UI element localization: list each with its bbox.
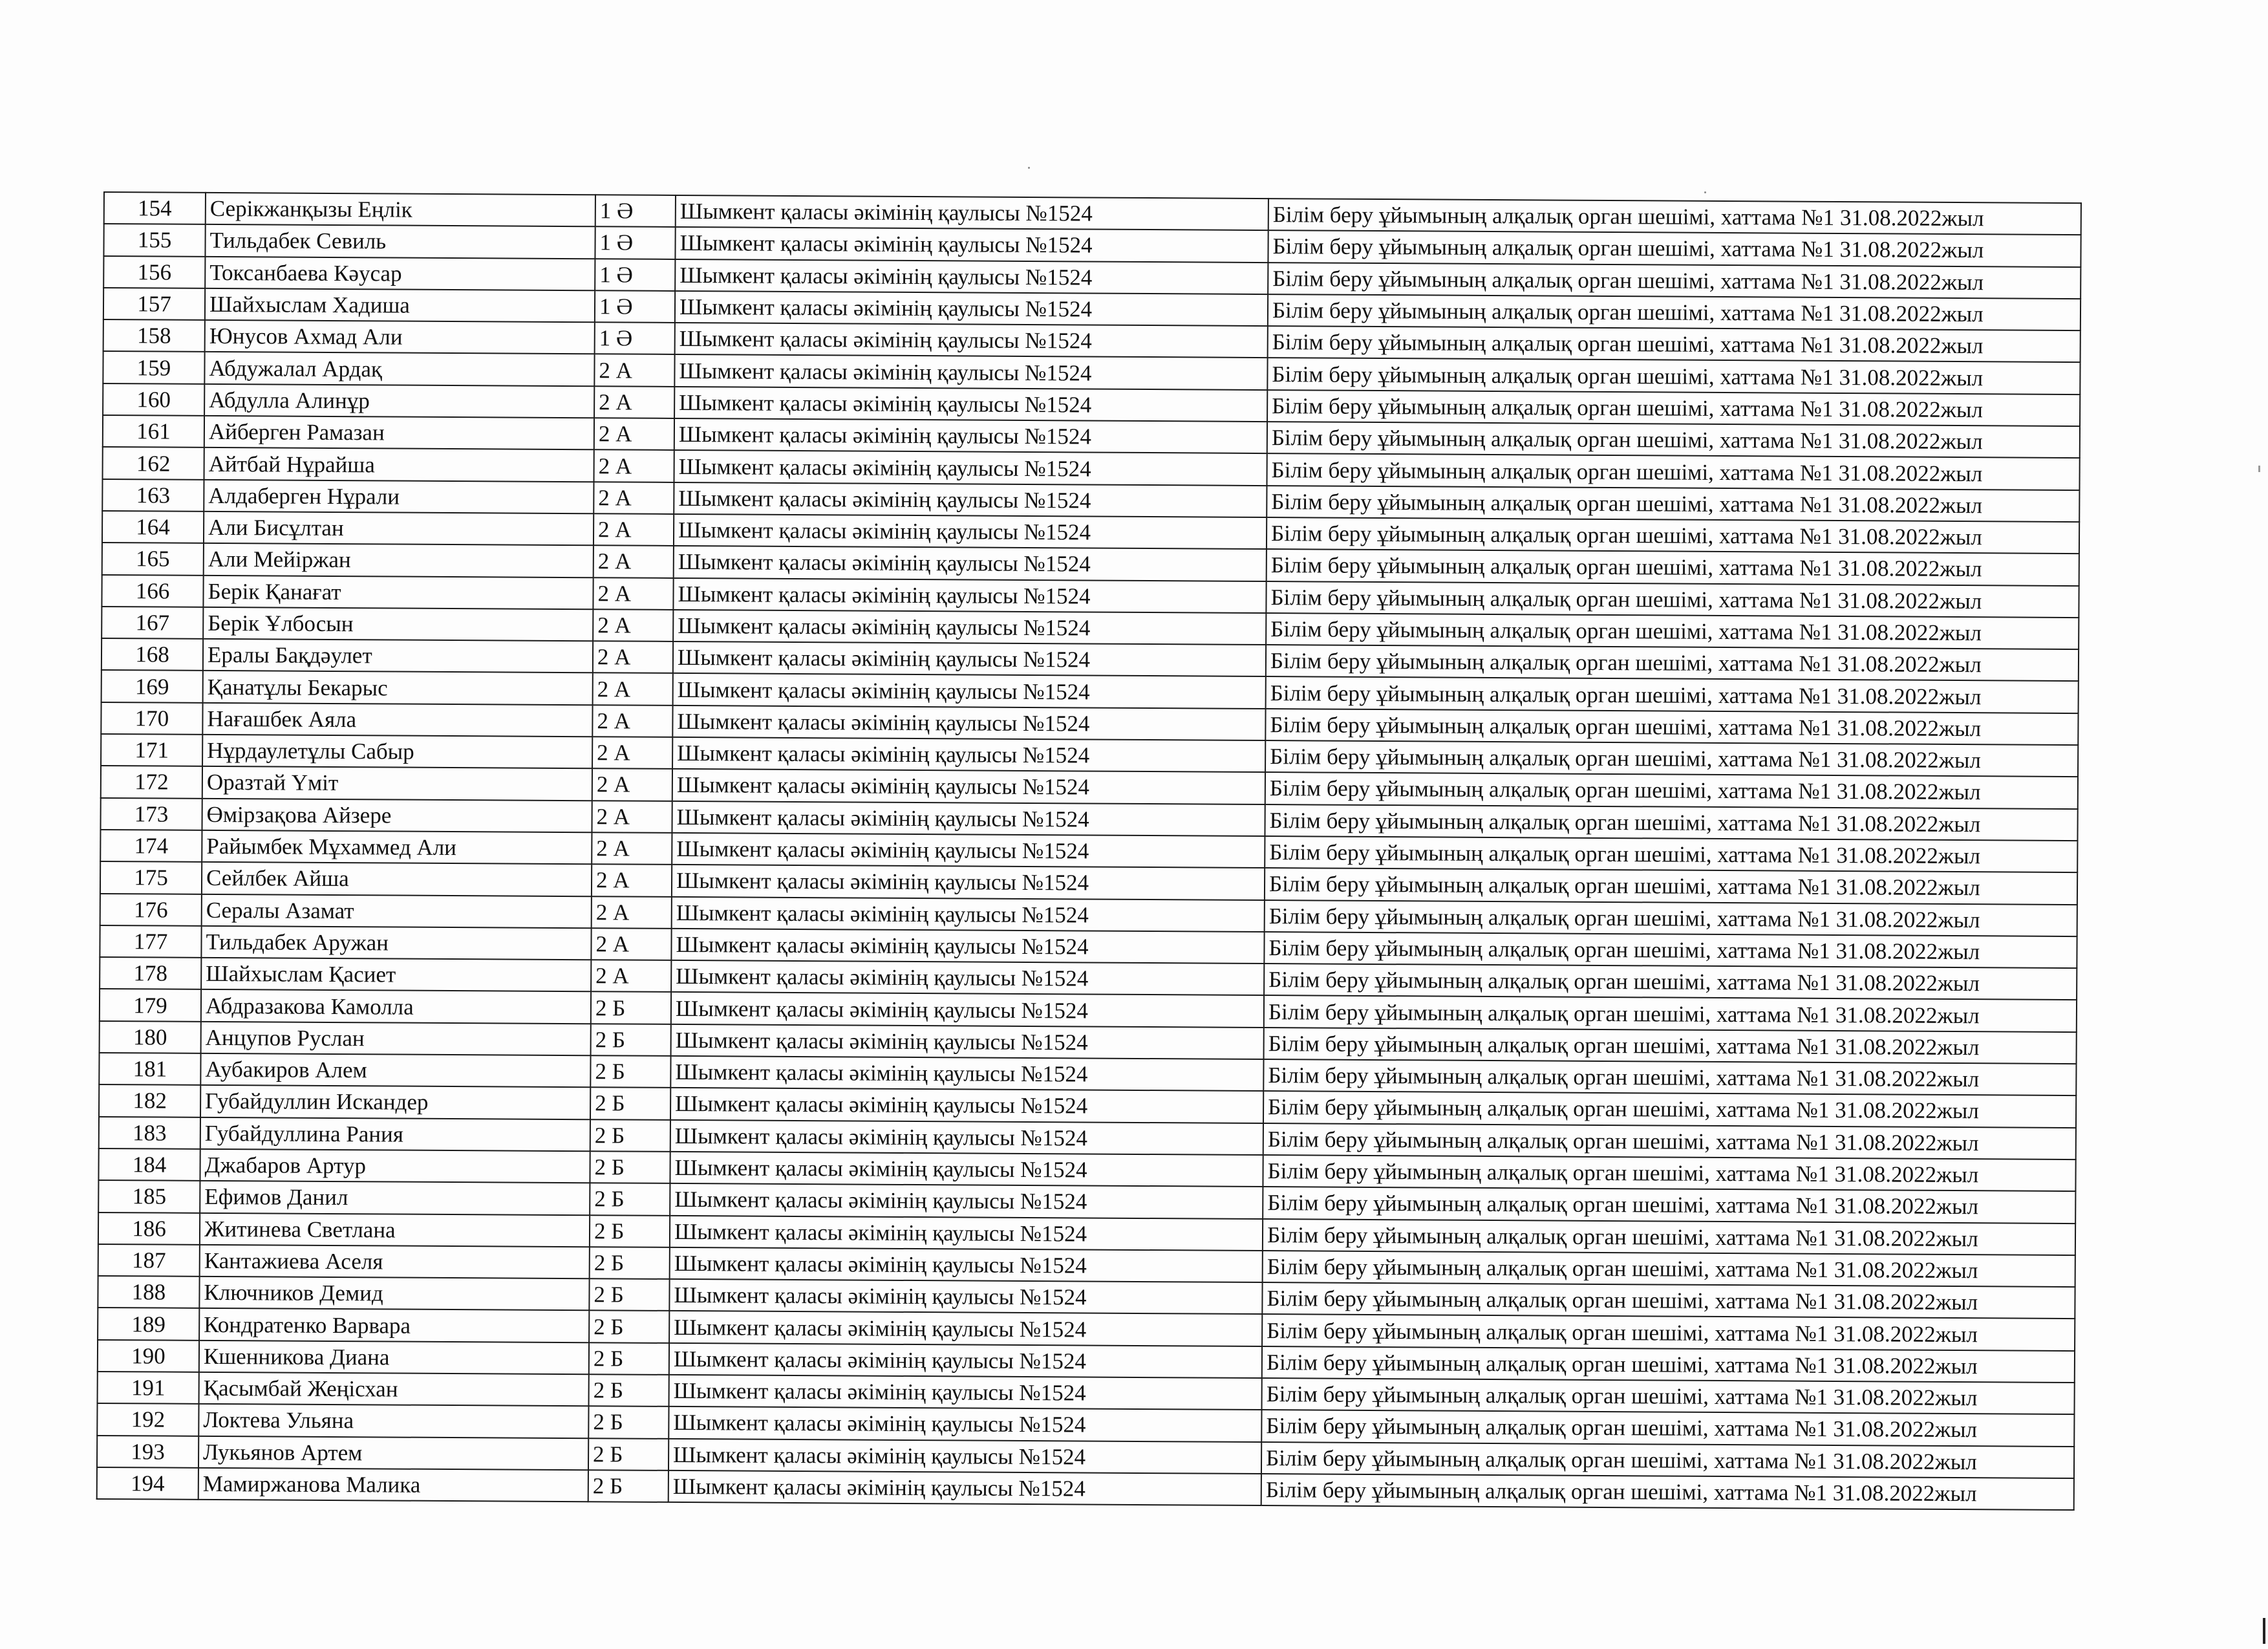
decision-cell: Білім беру ұйымының алқалық орган шешімі, хаттама №1 31.08.2022жыл (1263, 1155, 2075, 1191)
student-name-cell: Оразтай Үміт (202, 766, 592, 801)
class-cell: 2 А (592, 705, 672, 737)
decision-cell: Білім беру ұйымының алқалық орган шешімі, хаттама №1 31.08.2022жыл (1263, 1219, 2075, 1255)
class-cell: 2 А (592, 896, 672, 929)
decision-cell: Білім беру ұйымының алқалық орган шешімі, хаттама №1 31.08.2022жыл (1262, 1282, 2075, 1319)
row-number-cell: 170 (101, 702, 202, 735)
decree-cell: Шымкент қаласы әкімінің қаулысы №1524 (669, 1406, 1261, 1441)
student-name-cell: Абдулла Алинұр (204, 384, 594, 418)
class-cell: 2 А (594, 546, 674, 578)
decision-cell: Білім беру ұйымының алқалық орган шешімі, хаттама №1 31.08.2022жыл (1265, 709, 2078, 745)
decree-cell: Шымкент қаласы әкімінің қаулысы №1524 (674, 546, 1267, 581)
decree-cell: Шымкент қаласы әкімінің қаулысы №1524 (672, 737, 1265, 772)
decree-cell: Шымкент қаласы әкімінің қаулысы №1524 (669, 1375, 1262, 1410)
row-number-cell: 172 (101, 766, 202, 798)
class-cell: 2 А (592, 832, 672, 865)
decision-cell: Білім беру ұйымының алқалық орган шешімі, хаттама №1 31.08.2022жыл (1266, 645, 2079, 681)
decree-cell: Шымкент қаласы әкімінің қаулысы №1524 (674, 514, 1267, 549)
student-name-cell: Кантажиева Аселя (200, 1245, 590, 1279)
student-name-cell: Локтева Ульяна (198, 1404, 588, 1438)
decree-cell: Шымкент қаласы әкімінің қаулысы №1524 (675, 291, 1268, 326)
class-cell: 2 Б (590, 1119, 670, 1152)
decree-cell: Шымкент қаласы әкімінің қаулысы №1524 (670, 1215, 1263, 1250)
decision-cell: Білім беру ұйымының алқалық орган шешімі, хаттама №1 31.08.2022жыл (1267, 517, 2079, 554)
decree-cell: Шымкент қаласы әкімінің қаулысы №1524 (671, 929, 1264, 964)
decision-cell: Білім беру ұйымының алқалық орган шешімі, хаттама №1 31.08.2022жыл (1267, 453, 2079, 490)
decree-cell: Шымкент қаласы әкімінің қаулысы №1524 (672, 801, 1265, 836)
row-number-cell: 194 (97, 1467, 198, 1500)
student-name-cell: Айтбай Нұрайша (204, 447, 594, 482)
decree-cell: Шымкент қаласы әкімінің қаулысы №1524 (672, 706, 1265, 740)
decree-cell: Шымкент қаласы әкімінің қаулысы №1524 (674, 354, 1267, 389)
decision-cell: Білім беру ұйымының алқалық орган шешімі, хаттама №1 31.08.2022жыл (1265, 740, 2078, 777)
student-name-cell: Анцупов Руслан (201, 1022, 591, 1056)
decision-cell: Білім беру ұйымының алқалық орган шешімі, хаттама №1 31.08.2022жыл (1266, 581, 2079, 618)
student-name-cell: Алдаберген Нұрали (204, 480, 594, 514)
decree-cell: Шымкент қаласы әкімінің қаулысы №1524 (670, 1088, 1263, 1123)
row-number-cell: 171 (101, 734, 202, 766)
decree-cell: Шымкент қаласы әкімінің қаулысы №1524 (674, 387, 1267, 422)
scan-edge-mark (2263, 1618, 2265, 1644)
student-name-cell: Кшенникова Диана (199, 1341, 589, 1375)
decision-cell: Білім беру ұйымының алқалық орган шешімі, хаттама №1 31.08.2022жыл (1266, 613, 2079, 649)
decision-cell: Білім беру ұйымының алқалық орган шешімі, хаттама №1 31.08.2022жыл (1263, 1059, 2076, 1095)
row-number-cell: 154 (104, 192, 206, 224)
decree-cell: Шымкент қаласы әкімінің қаулысы №1524 (674, 418, 1267, 453)
student-name-cell: Али Бисұлтан (204, 512, 594, 546)
decision-cell: Білім беру ұйымының алқалық орган шешімі, хаттама №1 31.08.2022жыл (1267, 422, 2080, 458)
row-number-cell: 192 (97, 1403, 198, 1436)
row-number-cell: 188 (98, 1276, 199, 1308)
decision-cell: Білім беру ұйымының алқалық орган шешімі, хаттама №1 31.08.2022жыл (1266, 677, 2079, 713)
row-number-cell: 167 (102, 607, 203, 639)
decree-cell: Шымкент қаласы әкімінің қаулысы №1524 (669, 1279, 1262, 1314)
class-cell: 2 А (593, 577, 673, 610)
decision-cell: Білім беру ұйымының алқалық орган шешімі, хаттама №1 31.08.2022жыл (1263, 1123, 2076, 1159)
class-cell: 1 Ә (595, 259, 675, 291)
row-number-cell: 163 (102, 479, 204, 512)
student-name-cell: Мамиржанова Малика (198, 1468, 588, 1502)
decision-cell: Білім беру ұйымының алқалық орган шешімі, хаттама №1 31.08.2022жыл (1261, 1410, 2074, 1446)
decree-cell: Шымкент қаласы әкімінің қаулысы №1524 (670, 1183, 1263, 1218)
student-name-cell: Ефимов Данил (200, 1181, 590, 1215)
row-number-cell: 159 (103, 351, 204, 383)
class-cell: 2 Б (588, 1438, 669, 1471)
decision-cell: Білім беру ұйымының алқалық орган шешімі, хаттама №1 31.08.2022жыл (1267, 390, 2080, 426)
decision-cell: Білім беру ұйымының алқалық орган шешімі, хаттама №1 31.08.2022жыл (1268, 294, 2081, 330)
class-cell: 2 А (592, 769, 672, 801)
student-name-cell: Нағашбек Аяла (202, 703, 592, 737)
row-number-cell: 187 (98, 1244, 200, 1277)
student-name-cell: Сералы Азамат (202, 894, 592, 928)
scan-speck (1704, 191, 1706, 193)
class-cell: 2 А (591, 928, 671, 960)
decision-cell: Білім беру ұйымының алқалық орган шешімі, хаттама №1 31.08.2022жыл (1263, 1091, 2076, 1127)
class-cell: 2 Б (588, 1470, 669, 1502)
class-cell: 2 Б (590, 1183, 670, 1215)
class-cell: 2 А (594, 450, 674, 482)
row-number-cell: 186 (98, 1212, 200, 1244)
student-name-cell: Берік Ұлбосын (203, 607, 593, 641)
decree-cell: Шымкент қаласы әкімінің қаулысы №1524 (670, 1120, 1263, 1155)
decision-cell: Білім беру ұйымының алқалық орган шешімі, хаттама №1 31.08.2022жыл (1268, 199, 2081, 235)
student-name-cell: Али Мейіржан (204, 543, 594, 577)
class-cell: 1 Ә (595, 322, 675, 354)
student-name-cell: Шайхыслам Хадиша (205, 288, 595, 323)
decision-cell: Білім беру ұйымының алқалық орган шешімі, хаттама №1 31.08.2022жыл (1264, 964, 2077, 1000)
decree-cell: Шымкент қаласы әкімінің қаулысы №1524 (671, 1024, 1264, 1059)
row-number-cell: 182 (99, 1084, 200, 1117)
class-cell: 2 Б (591, 1024, 671, 1056)
decision-cell: Білім беру ұйымының алқалық орган шешімі, хаттама №1 31.08.2022жыл (1267, 358, 2080, 394)
student-name-cell: Тильдабек Аружан (201, 926, 591, 960)
roster-table-wrap (96, 191, 2082, 1511)
decision-cell: Білім беру ұйымының алқалық орган шешімі, хаттама №1 31.08.2022жыл (1265, 868, 2077, 904)
row-number-cell: 191 (98, 1372, 199, 1404)
decree-cell: Шымкент қаласы әкімінің қаулысы №1524 (674, 450, 1267, 485)
decree-cell: Шымкент қаласы әкімінің қаулысы №1524 (675, 227, 1268, 262)
student-name-cell: Тильдабек Севиль (205, 224, 595, 259)
student-name-cell: Ералы Бақдәулет (203, 639, 593, 673)
row-number-cell: 177 (100, 925, 201, 958)
decree-cell: Шымкент қаласы әкімінің қаулысы №1524 (672, 769, 1265, 804)
row-number-cell: 156 (103, 256, 205, 288)
decision-cell: Білім беру ұйымының алқалық орган шешімі, хаттама №1 31.08.2022жыл (1262, 1346, 2075, 1383)
class-cell: 2 А (594, 418, 674, 450)
scan-edge-mark (2258, 466, 2260, 472)
student-name-cell: Ключников Демид (199, 1277, 589, 1311)
student-name-cell: Нұрдаулетұлы Сабыр (202, 735, 592, 769)
scan-speck (1028, 167, 1030, 169)
row-number-cell: 168 (102, 638, 203, 671)
student-name-cell: Қасымбай Жеңісхан (199, 1372, 589, 1406)
decree-cell: Шымкент қаласы әкімінің қаулысы №1524 (673, 610, 1266, 645)
decree-cell: Шымкент қаласы әкімінің қаулысы №1524 (673, 641, 1266, 676)
student-name-cell: Токсанбаева Кәусар (205, 256, 595, 290)
student-name-cell: Губайдуллина Рания (200, 1117, 590, 1151)
class-cell: 2 Б (588, 1406, 669, 1439)
class-cell: 2 Б (589, 1311, 669, 1343)
decision-cell: Білім беру ұйымының алқалық орган шешімі, хаттама №1 31.08.2022жыл (1262, 1314, 2075, 1350)
decree-cell: Шымкент қаласы әкімінің қаулысы №1524 (670, 1152, 1263, 1187)
roster-table-body (97, 192, 2081, 1510)
decree-cell: Шымкент қаласы әкімінің қаулысы №1524 (672, 865, 1265, 900)
row-number-cell: 183 (99, 1117, 200, 1149)
row-number-cell: 193 (97, 1436, 198, 1468)
decision-cell: Білім беру ұйымының алқалық орган шешімі, хаттама №1 31.08.2022жыл (1263, 1251, 2075, 1287)
decision-cell: Білім беру ұйымының алқалық орган шешімі, хаттама №1 31.08.2022жыл (1267, 486, 2079, 522)
decision-cell: Білім беру ұйымының алқалық орган шешімі, хаттама №1 31.08.2022жыл (1268, 263, 2081, 299)
row-number-cell: 185 (98, 1180, 200, 1212)
decree-cell: Шымкент қаласы әкімінің қаулысы №1524 (669, 1471, 1261, 1505)
class-cell: 2 Б (589, 1278, 669, 1311)
row-number-cell: 190 (98, 1340, 199, 1372)
decision-cell: Білім беру ұйымының алқалық орган шешімі, хаттама №1 31.08.2022жыл (1268, 230, 2081, 266)
row-number-cell: 179 (100, 989, 201, 1021)
student-name-cell: Абдужалал Ардақ (204, 352, 594, 386)
student-name-cell: Қанатұлы Бекарыс (203, 671, 593, 705)
decree-cell: Шымкент қаласы әкімінің қаулысы №1524 (675, 259, 1268, 294)
decree-cell: Шымкент қаласы әкімінің қаулысы №1524 (672, 896, 1265, 931)
class-cell: 2 Б (590, 1151, 670, 1183)
row-number-cell: 155 (103, 224, 205, 256)
row-number-cell: 184 (98, 1148, 200, 1181)
class-cell: 2 А (594, 482, 674, 514)
class-cell: 2 Б (589, 1342, 669, 1375)
class-cell: 2 А (592, 801, 672, 833)
class-cell: 2 Б (589, 1374, 669, 1406)
row-number-cell: 165 (102, 543, 204, 575)
student-name-cell: Өмірзақова Айзере (202, 799, 592, 833)
decree-cell: Шымкент қаласы әкімінің қаулысы №1524 (670, 1056, 1263, 1091)
decision-cell: Білім беру ұйымының алқалық орган шешімі, хаттама №1 31.08.2022жыл (1267, 549, 2079, 585)
class-cell: 2 Б (591, 992, 671, 1024)
decision-cell: Білім беру ұйымының алқалық орган шешімі, хаттама №1 31.08.2022жыл (1261, 1474, 2074, 1510)
row-number-cell: 162 (103, 447, 204, 479)
class-cell: 2 А (593, 673, 673, 706)
class-cell: 1 Ә (595, 195, 676, 227)
row-number-cell: 181 (99, 1053, 200, 1085)
decree-cell: Шымкент қаласы әкімінің қаулысы №1524 (675, 323, 1268, 358)
student-name-cell: Аубакиров Алем (200, 1053, 590, 1088)
student-name-cell: Кондратенко Варвара (199, 1308, 589, 1342)
class-cell: 2 А (594, 354, 674, 387)
row-number-cell: 161 (103, 415, 204, 447)
class-cell: 2 А (592, 737, 672, 769)
row-number-cell: 176 (100, 894, 202, 926)
student-name-cell: Берік Қанағат (203, 575, 593, 609)
row-number-cell: 173 (100, 798, 202, 830)
student-name-cell: Серікжанқызы Еңлік (206, 193, 595, 227)
class-cell: 2 Б (590, 1247, 670, 1279)
student-name-cell: Айберген Рамазан (204, 416, 594, 450)
decision-cell: Білім беру ұйымының алқалық орган шешімі, хаттама №1 31.08.2022жыл (1261, 1442, 2074, 1478)
decree-cell: Шымкент қаласы әкімінің қаулысы №1524 (669, 1311, 1262, 1346)
decision-cell: Білім беру ұйымының алқалық орган шешімі, хаттама №1 31.08.2022жыл (1265, 836, 2077, 872)
row-number-cell: 157 (103, 288, 205, 320)
row-number-cell: 169 (102, 670, 203, 702)
decision-cell: Білім беру ұйымының алқалық орган шешімі, хаттама №1 31.08.2022жыл (1264, 995, 2077, 1031)
decree-cell: Шымкент қаласы әкімінің қаулысы №1524 (676, 195, 1268, 230)
decision-cell: Білім беру ұйымының алқалық орган шешімі, хаттама №1 31.08.2022жыл (1264, 1028, 2077, 1064)
decree-cell: Шымкент қаласы әкімінің қаулысы №1524 (669, 1438, 1261, 1473)
student-name-cell: Житинева Светлана (200, 1212, 590, 1247)
row-number-cell: 180 (100, 1021, 201, 1053)
row-number-cell: 166 (102, 575, 203, 607)
student-name-cell: Шайхыслам Қасиет (201, 958, 591, 992)
row-number-cell: 174 (100, 830, 202, 862)
student-name-cell: Лукьянов Артем (198, 1436, 588, 1470)
class-cell: 2 А (593, 609, 673, 641)
student-name-cell: Райымбек Мұхаммед Али (202, 830, 592, 865)
class-cell: 2 А (592, 864, 672, 896)
decision-cell: Білім беру ұйымының алқалық орган шешімі, хаттама №1 31.08.2022жыл (1268, 326, 2081, 362)
decision-cell: Білім беру ұйымының алқалық орган шешімі, хаттама №1 31.08.2022жыл (1262, 1378, 2075, 1414)
class-cell: 2 А (594, 386, 674, 418)
class-cell: 2 Б (590, 1088, 670, 1120)
student-roster-table (96, 191, 2082, 1511)
class-cell: 1 Ә (595, 227, 675, 259)
decision-cell: Білім беру ұйымының алқалық орган шешімі, хаттама №1 31.08.2022жыл (1263, 1187, 2075, 1223)
decision-cell: Білім беру ұйымының алқалық орган шешімі, хаттама №1 31.08.2022жыл (1265, 900, 2077, 936)
decree-cell: Шымкент қаласы әкімінің қаулысы №1524 (672, 833, 1265, 868)
decree-cell: Шымкент қаласы әкімінің қаулысы №1524 (673, 673, 1266, 708)
student-name-cell: Джабаров Артур (200, 1149, 590, 1183)
decree-cell: Шымкент қаласы әкімінің қаулысы №1524 (670, 1247, 1263, 1282)
row-number-cell: 178 (100, 957, 201, 989)
class-cell: 2 Б (590, 1055, 670, 1088)
class-cell: 2 А (591, 960, 671, 992)
student-name-cell: Сейлбек Айша (202, 862, 592, 896)
decree-cell: Шымкент қаласы әкімінің қаулысы №1524 (674, 482, 1267, 517)
row-number-cell: 158 (103, 319, 205, 352)
student-name-cell: Абдразакова Камолла (201, 989, 591, 1024)
student-name-cell: Юнусов Ахмад Али (205, 320, 595, 354)
decree-cell: Шымкент қаласы әкімінің қаулысы №1524 (669, 1343, 1262, 1378)
student-name-cell: Губайдуллин Искандер (200, 1085, 590, 1119)
decree-cell: Шымкент қаласы әкімінің қаулысы №1524 (671, 960, 1264, 995)
class-cell: 2 А (594, 513, 674, 546)
decree-cell: Шымкент қаласы әкімінің қаулысы №1524 (673, 577, 1266, 612)
row-number-cell: 189 (98, 1308, 199, 1340)
class-cell: 1 Ә (595, 290, 675, 323)
decree-cell: Шымкент қаласы әкімінің қаулысы №1524 (671, 992, 1264, 1027)
class-cell: 2 Б (590, 1215, 670, 1247)
decision-cell: Білім беру ұйымының алқалық орган шешімі, хаттама №1 31.08.2022жыл (1264, 932, 2077, 968)
row-number-cell: 164 (102, 511, 204, 543)
row-number-cell: 160 (103, 383, 204, 416)
decision-cell: Білім беру ұйымының алқалық орган шешімі, хаттама №1 31.08.2022жыл (1265, 772, 2078, 808)
row-number-cell: 175 (100, 861, 202, 894)
decision-cell: Білім беру ұйымының алқалық орган шешімі, хаттама №1 31.08.2022жыл (1265, 804, 2077, 841)
class-cell: 2 А (593, 641, 673, 673)
